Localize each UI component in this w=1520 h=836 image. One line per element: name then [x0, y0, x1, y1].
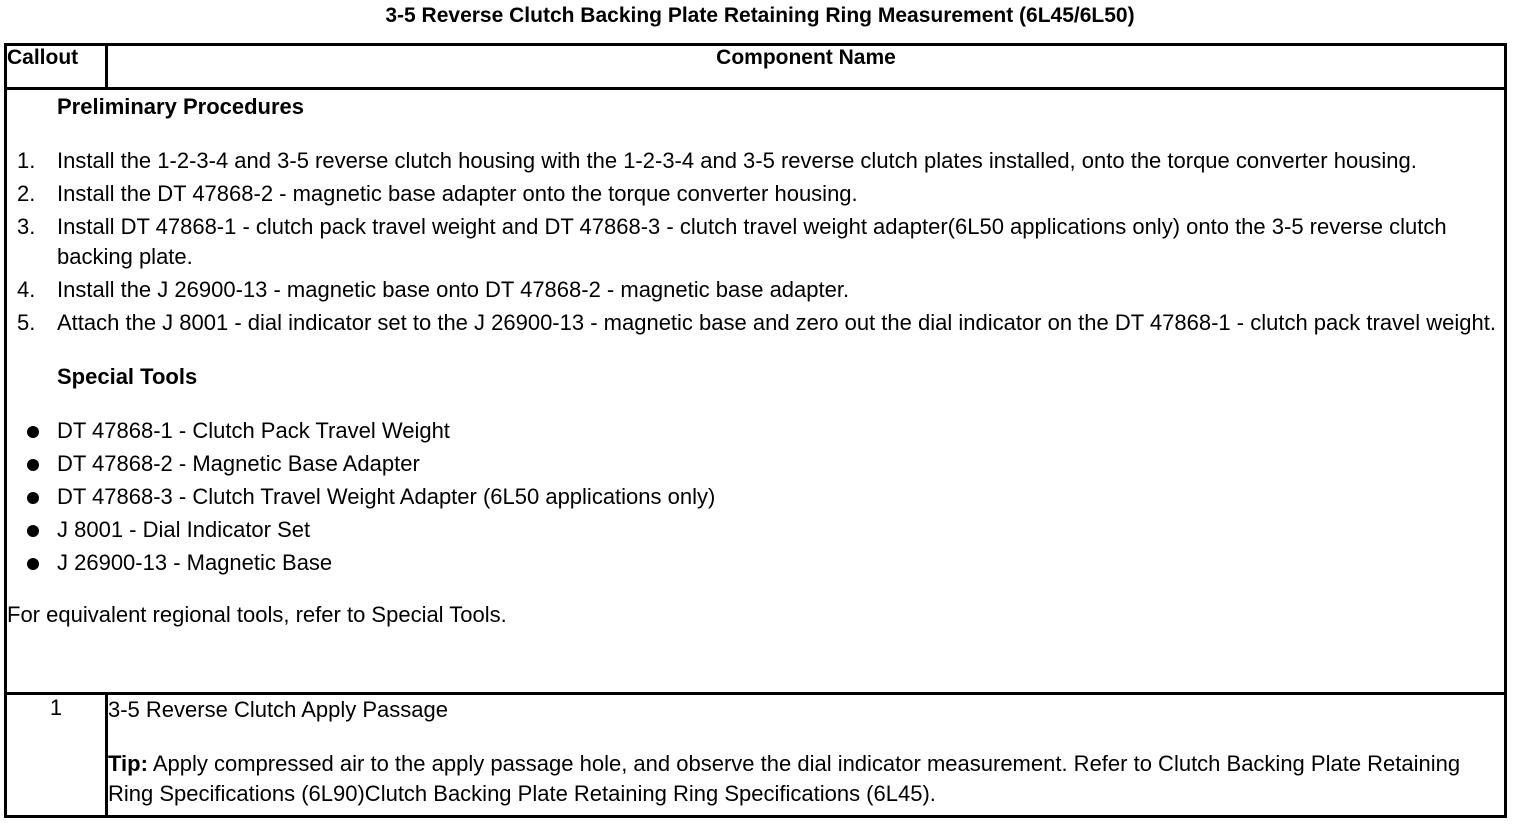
- tool-text: DT 47868-1 - Clutch Pack Travel Weight: [57, 418, 450, 443]
- step-number: 3.: [17, 214, 36, 239]
- step-item: [7, 179, 1504, 209]
- tool-text: J 26900-13 - Magnetic Base: [57, 550, 333, 575]
- bullet-icon: [27, 426, 39, 438]
- bullet-icon: [27, 459, 39, 471]
- tool-item: [7, 482, 1504, 512]
- component-table: [4, 43, 1507, 818]
- step-text: Install the 1-2-3-4 and 3-5 reverse clutch housing with the 1-2-3-4 and 3-5 reverse clutch plates installed, onto the torque converter housing.: [57, 148, 1417, 173]
- tool-item: [7, 548, 1504, 578]
- step-number: 1.: [17, 148, 36, 173]
- step-item: [7, 275, 1504, 305]
- bullet-icon: [27, 558, 39, 570]
- step-text: Install the DT 47868-2 - magnetic base adapter onto the torque converter housing.: [57, 181, 858, 206]
- callout-number: 1: [6, 694, 107, 817]
- tool-item: [7, 515, 1504, 545]
- procedure-steps: [7, 146, 1504, 338]
- special-tools-heading: Special Tools: [57, 364, 198, 389]
- step-text: Install DT 47868-1 - clutch pack travel weight and DT 47868-3 - clutch travel weight adapter(6L50 applications only) onto the 3-5 reverse clutch backing plate.: [57, 214, 1447, 269]
- step-text: Install the J 26900-13 - magnetic base onto DT 47868-2 - magnetic base adapter.: [57, 277, 850, 302]
- tool-text: DT 47868-2 - Magnetic Base Adapter: [57, 451, 420, 476]
- step-number: 5.: [17, 310, 36, 335]
- preliminary-heading: Preliminary Procedures: [57, 94, 305, 119]
- regional-tools-note: For equivalent regional tools, refer to Special Tools.: [7, 602, 507, 627]
- bullet-icon: [27, 525, 39, 537]
- step-number: 4.: [17, 277, 36, 302]
- tool-text: J 8001 - Dial Indicator Set: [57, 517, 311, 542]
- step-number: 2.: [17, 181, 36, 206]
- special-tools-list: [7, 416, 1504, 578]
- step-item: [7, 146, 1504, 176]
- tip-text: [108, 749, 1504, 809]
- component-cell: [107, 694, 1506, 817]
- table-header-row: [6, 45, 1506, 89]
- page-title: 3-5 Reverse Clutch Backing Plate Retaining Ring Measurement (6L45/6L50): [385, 4, 1135, 27]
- tool-item: [7, 416, 1504, 446]
- step-item: [7, 212, 1504, 272]
- table-row: [6, 694, 1506, 817]
- tool-text: DT 47868-3 - Clutch Travel Weight Adapter (6L50 applications only): [57, 484, 716, 509]
- step-text: Attach the J 8001 - dial indicator set to the J 26900-13 - magnetic base and zero out the dial indicator on the DT 47868-1 - clutch pack travel weight.: [57, 310, 1496, 335]
- preliminary-cell: [6, 89, 1506, 694]
- header-callout: Callout: [6, 45, 107, 89]
- tip-body: Apply compressed air to the apply passage hole, and observe the dial indicator measurement. Refer to Clutch Backing Plate Retaining Ring Specifications (6L90)Clutch Backing Plate Retaining Ring Specifications (6L45).: [108, 751, 1461, 806]
- preliminary-row: [6, 89, 1506, 694]
- step-item: [7, 308, 1504, 338]
- tip-label: Tip:: [108, 751, 148, 776]
- bullet-icon: [27, 492, 39, 504]
- component-name: 3-5 Reverse Clutch Apply Passage: [108, 697, 448, 722]
- header-component-name: Component Name: [107, 45, 1506, 89]
- tool-item: [7, 449, 1504, 479]
